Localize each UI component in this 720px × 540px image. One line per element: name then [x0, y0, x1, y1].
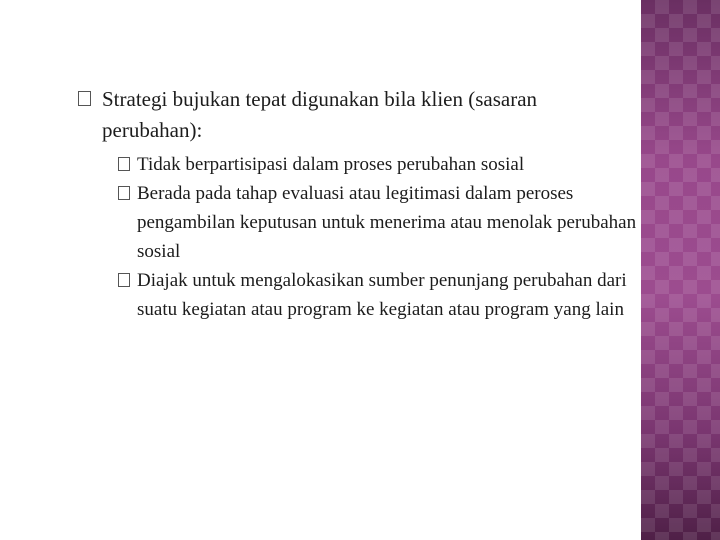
box-bullet-icon: [78, 91, 91, 106]
sub-bullet-item: [118, 150, 638, 179]
box-bullet-icon: [118, 273, 130, 287]
sub-bullet-text: Berada pada tahap evaluasi atau legitimasi dalam peroses pengambilan keputusan untuk menerima atau menolak perubahan sosial: [137, 183, 637, 262]
box-bullet-icon: [118, 186, 130, 200]
sub-bullet-text: Diajak untuk mengalokasikan sumber penunjang perubahan dari suatu kegiatan atau program ke kegiatan atau program yang lain: [137, 270, 627, 320]
sub-bullet-list: [118, 150, 638, 324]
main-bullet-text: Strategi bujukan tepat digunakan bila klien (sasaran perubahan):: [102, 87, 538, 142]
slide-content: [78, 84, 638, 324]
sub-bullet-item: [118, 179, 638, 266]
decorative-side-panel: [641, 0, 720, 540]
sub-bullet-item: [118, 266, 638, 324]
main-bullet: [78, 84, 638, 146]
sub-bullet-text: Tidak berpartisipasi dalam proses perubahan sosial: [137, 154, 525, 175]
box-bullet-icon: [118, 157, 130, 171]
